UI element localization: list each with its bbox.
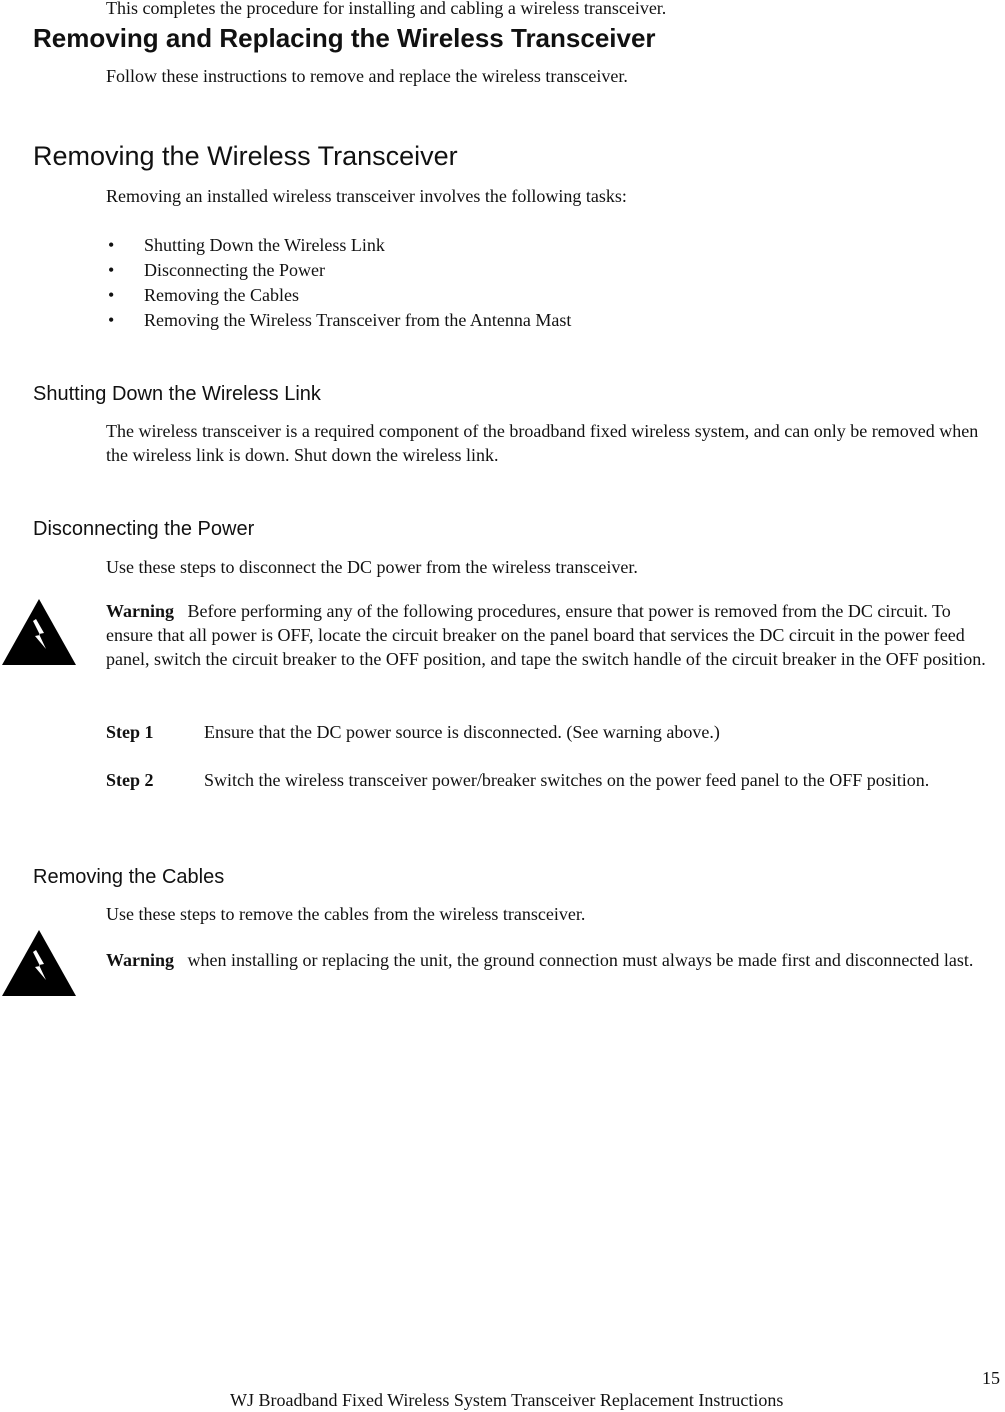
intro-line: This completes the procedure for installing and cabling a wireless transceiver.	[106, 0, 667, 18]
warning-icon	[0, 928, 78, 998]
section-heading-removing: Removing the Wireless Transceiver	[33, 141, 458, 171]
footer-title: WJ Broadband Fixed Wireless System Transceiver Replacement Instructions	[230, 1390, 784, 1410]
warning-icon	[0, 597, 78, 667]
list-item	[106, 308, 966, 333]
shutdown-text: The wireless transceiver is a required component of the broadband fixed wireless system, and can only be removed when the wireless link is down. Shut down the wireless link.	[106, 421, 979, 465]
warning-label: Warning	[106, 950, 175, 970]
section-heading-shutdown: Shutting Down the Wireless Link	[33, 383, 321, 405]
bullet-icon: •	[108, 285, 115, 305]
removing-intro: Removing an installed wireless transceiver involves the following tasks:	[106, 186, 627, 206]
task-label: Shutting Down the Wireless Link	[144, 235, 385, 255]
warning-label: Warning	[106, 601, 175, 621]
list-item	[106, 233, 966, 258]
task-label: Removing the Wireless Transceiver from the Antenna Mast	[144, 310, 572, 330]
bullet-icon: •	[108, 260, 115, 280]
cables-intro: Use these steps to remove the cables from the wireless transceiver.	[106, 904, 586, 924]
page-number: 15	[982, 1368, 1000, 1388]
warning-text: Before performing any of the following procedures, ensure that power is removed from the DC circuit. To ensure that all power is OFF, locate the circuit breaker on the panel board that services the DC circuit in the power feed panel, switch the circuit breaker to the OFF position, and tape the switch handle of the circuit breaker in the OFF position.	[106, 601, 986, 669]
section-heading-power: Disconnecting the Power	[33, 518, 255, 540]
main-heading: Removing and Replacing the Wireless Transceiver	[33, 23, 656, 53]
power-intro: Use these steps to disconnect the DC power from the wireless transceiver.	[106, 557, 638, 577]
main-intro: Follow these instructions to remove and replace the wireless transceiver.	[106, 66, 628, 86]
bullet-icon: •	[108, 310, 115, 330]
step-label: Step 1	[106, 722, 154, 742]
task-label: Removing the Cables	[144, 285, 299, 305]
warning-text: when installing or replacing the unit, the ground connection must always be made first and disconnected last.	[187, 950, 974, 970]
cables-warning	[106, 948, 986, 972]
step-text: Ensure that the DC power source is disconnected. (See warning above.)	[204, 722, 720, 742]
step-label: Step 2	[106, 770, 154, 790]
list-item	[106, 258, 966, 283]
step-text: Switch the wireless transceiver power/breaker switches on the power feed panel to the OFF position.	[204, 770, 930, 790]
list-item	[106, 283, 966, 308]
task-list	[106, 233, 966, 333]
section-heading-cables: Removing the Cables	[33, 866, 225, 888]
bullet-icon: •	[108, 235, 115, 255]
task-label: Disconnecting the Power	[144, 260, 325, 280]
power-warning	[106, 599, 1001, 671]
